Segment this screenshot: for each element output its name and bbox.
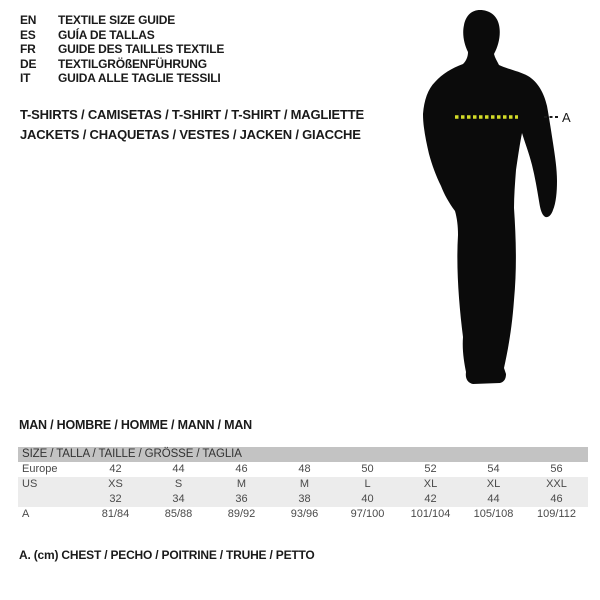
size-cell: 42 [424, 493, 437, 505]
table-row-a [18, 507, 588, 522]
language-title: GUIDE DES TAILLES TEXTILE [58, 42, 225, 57]
language-title: GUÍA DE TALLAS [58, 27, 155, 42]
size-cell: 93/96 [290, 508, 319, 520]
size-cell: 32 [109, 493, 122, 505]
size-cell: 46 [550, 493, 563, 505]
table-row-us [18, 477, 588, 492]
size-cell: 81/84 [101, 508, 130, 520]
language-code: FR [20, 42, 36, 57]
language-row-en [20, 13, 224, 28]
row-label [18, 492, 84, 507]
language-code: IT [20, 71, 31, 86]
size-cell: 38 [298, 493, 311, 505]
size-cell: 85/88 [164, 508, 193, 520]
language-row-fr [20, 42, 224, 57]
size-cell: 109/112 [537, 508, 576, 520]
size-table-body [18, 462, 588, 522]
table-row-uk [18, 492, 588, 507]
size-table-header: SIZE / TALLA / TAILLE / GRÖSSE / TAGLIA [18, 447, 588, 462]
size-cell: 97/100 [350, 508, 385, 520]
size-cell: 34 [172, 493, 185, 505]
size-cell: M [299, 478, 310, 490]
man-silhouette [423, 10, 557, 384]
language-title: GUIDA ALLE TAGLIE TESSILI [58, 71, 221, 86]
chest-footnote: A. (cm) CHEST / PECHO / POITRINE / TRUHE / PETTO [19, 548, 315, 562]
size-cell: 44 [487, 493, 500, 505]
row-label: US [22, 478, 38, 490]
size-cell: 89/92 [227, 508, 256, 520]
category-line-jackets: JACKETS / CHAQUETAS / VESTES / JACKEN / GIACCHE [20, 126, 361, 142]
section-title-man: MAN / HOMBRE / HOMME / MANN / MAN [19, 418, 252, 432]
size-cell: 54 [487, 463, 500, 475]
size-cell: 52 [424, 463, 437, 475]
size-cell: 105/108 [473, 508, 514, 520]
size-cell: 50 [361, 463, 374, 475]
category-lines [20, 105, 364, 144]
size-cell: 42 [109, 463, 122, 475]
size-cell: 40 [361, 493, 374, 505]
size-cell: 36 [235, 493, 248, 505]
size-cell: 48 [298, 463, 311, 475]
language-row-es [20, 28, 224, 43]
size-cell: S [174, 478, 183, 490]
language-title: TEXTILGRÖßENFÜHRUNG [58, 56, 207, 71]
language-row-de [20, 57, 224, 72]
man-silhouette-figure [408, 4, 574, 388]
size-cell: 46 [235, 463, 248, 475]
row-label: Europe [22, 463, 58, 475]
measure-label-a: A [562, 110, 571, 125]
language-code: EN [20, 13, 37, 27]
size-cell: XL [486, 478, 501, 490]
size-table [18, 447, 588, 522]
size-cell: M [236, 478, 247, 490]
size-cell: 56 [550, 463, 563, 475]
language-title: TEXTILE SIZE GUIDE [58, 13, 176, 27]
language-row-it [20, 71, 224, 86]
language-code: ES [20, 27, 36, 42]
language-code: DE [20, 56, 37, 71]
size-cell: XL [423, 478, 438, 490]
size-cell: 101/104 [410, 508, 451, 520]
language-list [20, 13, 224, 86]
size-cell: L [364, 478, 371, 490]
category-line-tshirts: T-SHIRTS / CAMISETAS / T-SHIRT / T-SHIRT / MAGLIETTE [20, 107, 364, 122]
size-cell: XXL [546, 478, 567, 490]
row-label: A [22, 508, 30, 520]
size-cell: 44 [172, 463, 185, 475]
size-cell: XS [108, 478, 123, 490]
table-row-europe [18, 462, 588, 477]
